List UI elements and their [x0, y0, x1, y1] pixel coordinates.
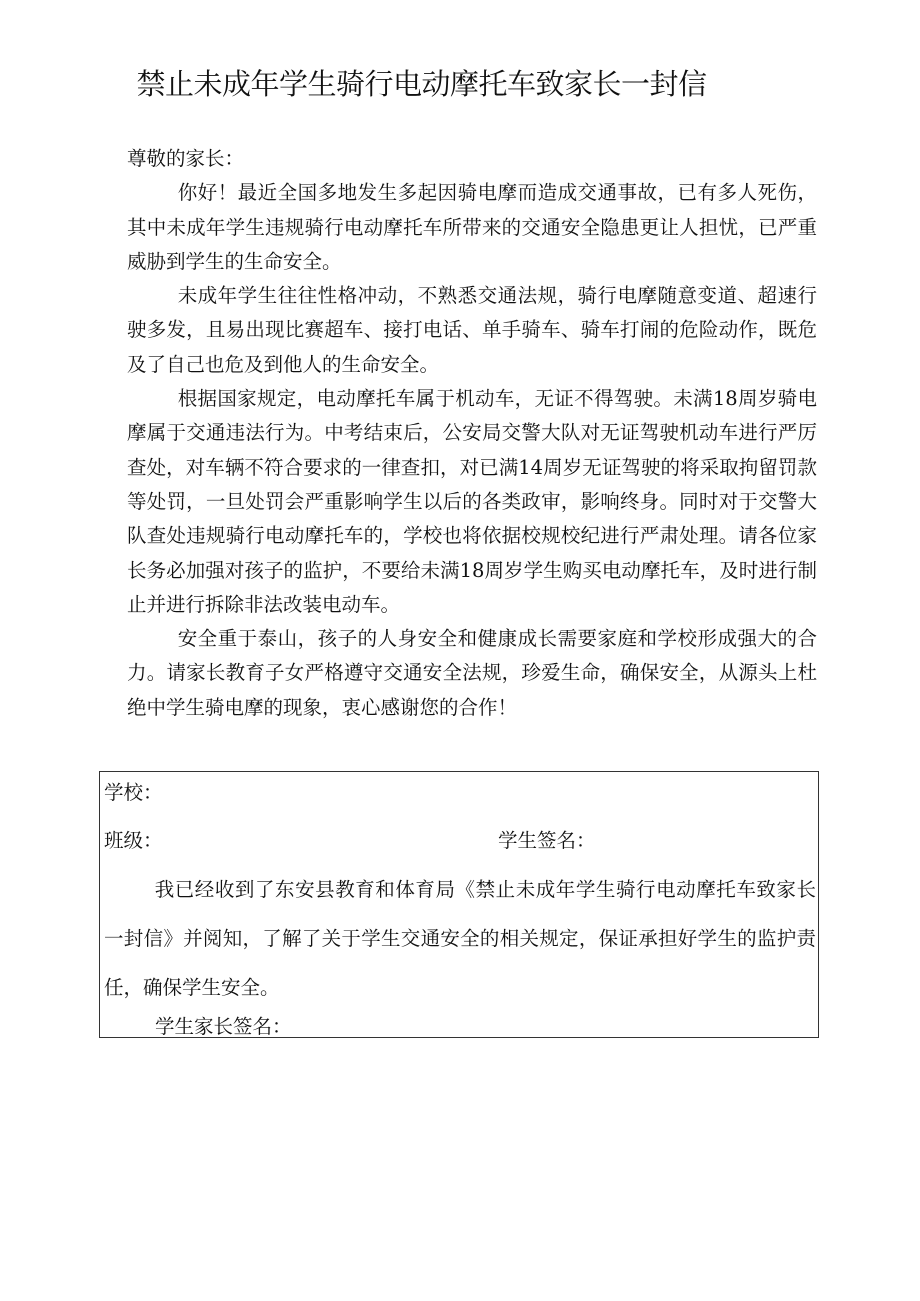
student-signature-label: 学生签名： — [498, 829, 596, 852]
parent-signature-label: 学生家长签名： — [155, 1015, 292, 1038]
salutation: 尊敬的家长： — [127, 147, 245, 170]
paragraph-regulations: 根据国家规定，电动摩托车属于机动车，无证不得驾驶。未满18周岁骑电摩属于交通违法行为。中考结束后，公安局交警大队对无证驾驶机动车进行严厉查处，对车辆不符合要求的一律查扣，对已满14周岁无证驾驶的将采取拘留罚款等处罚，一旦处罚会严重影响学生以后的各类政审，影响终身。同时对于交警大队查处违规骑行电动摩托车的，学校也将依据校规校纪进行严肃处理。请各位家长务必加强对孩子的监护，不要给未满18周岁学生购买电动摩托车，及时进行制止并进行拆除非法改装电动车。 — [127, 387, 817, 616]
receipt-form — [99, 771, 819, 1038]
letter-body — [127, 142, 817, 725]
page-title: 禁止未成年学生骑行电动摩托车致家长一封信 — [136, 67, 707, 101]
class-field-label: 班级： — [104, 829, 163, 852]
paragraph-closing: 安全重于泰山，孩子的人身安全和健康成长需要家庭和学校形成强大的合力。请家长教育子女严格遵守交通安全法规，珍爱生命，确保安全，从源头上杜绝中学生骑电摩的现象，衷心感谢您的合作！ — [127, 627, 817, 719]
acknowledgement-text: 我已经收到了东安县教育和体育局《禁止未成年学生骑行电动摩托车致家长一封信》并阅知，了解了关于学生交通安全的相关规定，保证承担好学生的监护责任，确保学生安全。 — [104, 878, 816, 999]
paragraph-greeting: 你好！最近全国多地发生多起因骑电摩而造成交通事故，已有多人死伤，其中未成年学生违规骑行电动摩托车所带来的交通安全隐患更让人担忧，已严重威胁到学生的生命安全。 — [127, 181, 817, 273]
paragraph-risks: 未成年学生往往性格冲动，不熟悉交通法规，骑行电摩随意变道、超速行驶多发，且易出现比赛超车、接打电话、单手骑车、骑车打闹的危险动作，既危及了自己也危及到他人的生命安全。 — [127, 284, 817, 376]
school-field-label: 学校： — [104, 781, 163, 804]
